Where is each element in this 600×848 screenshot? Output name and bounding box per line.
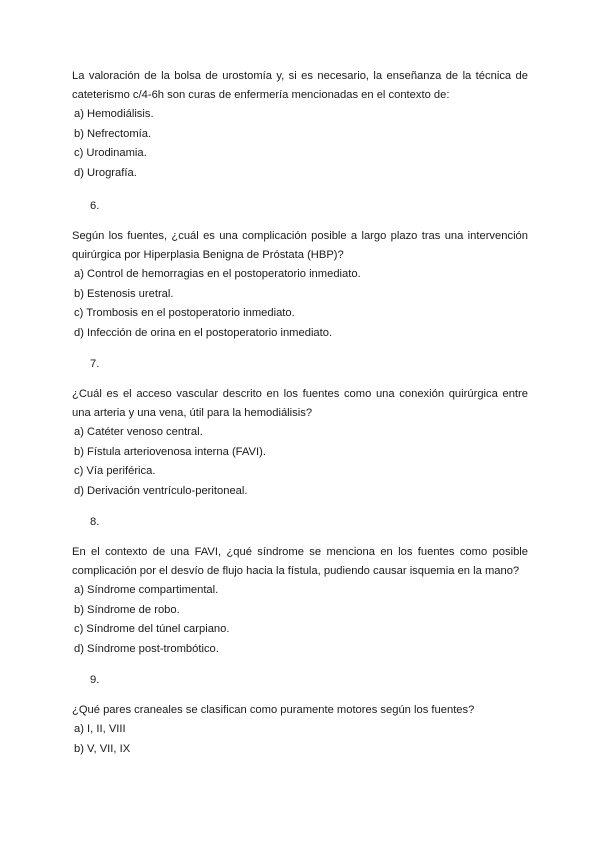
option-a: a) I, II, VIII	[74, 723, 126, 735]
question-number-7: 7.	[90, 358, 100, 370]
option-d: d) Urografía.	[74, 166, 137, 179]
question-9	[72, 701, 528, 759]
option-b: b) Estenosis uretral.	[74, 287, 174, 300]
question-6	[72, 227, 528, 343]
option-a: a) Hemodiálisis.	[74, 108, 154, 120]
question-number-8: 8.	[90, 516, 100, 528]
question-7	[72, 385, 528, 501]
option-c: c) Urodinamia.	[74, 147, 147, 159]
option-d: d) Síndrome post-trombótico.	[74, 642, 219, 655]
option-a: a) Control de hemorragias en el postoperatorio inmediato.	[74, 268, 361, 280]
question-text: Según los fuentes, ¿cuál es una complicación posible a largo plazo tras una intervención quirúrgica por Hiperplasia Benigna de Próstata (HBP)?	[72, 230, 528, 261]
option-b: b) V, VII, IX	[74, 742, 131, 755]
option-c: c) Síndrome del túnel carpiano.	[74, 623, 230, 635]
question-text: En el contexto de una FAVI, ¿qué síndrome se menciona en los fuentes como posible complicación por el desvío de flujo hacia la fístula, pudiendo causar isquemia en la mano?	[72, 546, 528, 577]
option-a: a) Síndrome compartimental.	[74, 584, 219, 596]
question-8	[72, 543, 528, 659]
option-d: d) Infección de orina en el postoperatorio inmediato.	[74, 326, 333, 339]
option-a: a) Catéter venoso central.	[74, 426, 203, 438]
option-d: d) Derivación ventrículo-peritoneal.	[74, 484, 248, 497]
option-c: c) Trombosis en el postoperatorio inmediato.	[74, 307, 295, 319]
question-text: ¿Qué pares craneales se clasifican como puramente motores según los fuentes?	[72, 704, 475, 716]
question-5	[72, 67, 528, 183]
question-number-9: 9.	[90, 674, 100, 686]
option-b: b) Fístula arteriovenosa interna (FAVI).	[74, 445, 266, 458]
option-b: b) Síndrome de robo.	[74, 603, 180, 616]
question-number-6: 6.	[90, 200, 100, 212]
option-c: c) Vía periférica.	[74, 465, 156, 477]
option-b: b) Nefrectomía.	[74, 127, 152, 140]
question-text: ¿Cuál es el acceso vascular descrito en los fuentes como una conexión quirúrgica entre una arteria y una vena, útil para la hemodiálisis?	[72, 388, 528, 419]
question-text: La valoración de la bolsa de urostomía y, si es necesario, la enseñanza de la técnica de cateterismo c/4-6h son curas de enfermería mencionadas en el contexto de:	[72, 70, 528, 101]
